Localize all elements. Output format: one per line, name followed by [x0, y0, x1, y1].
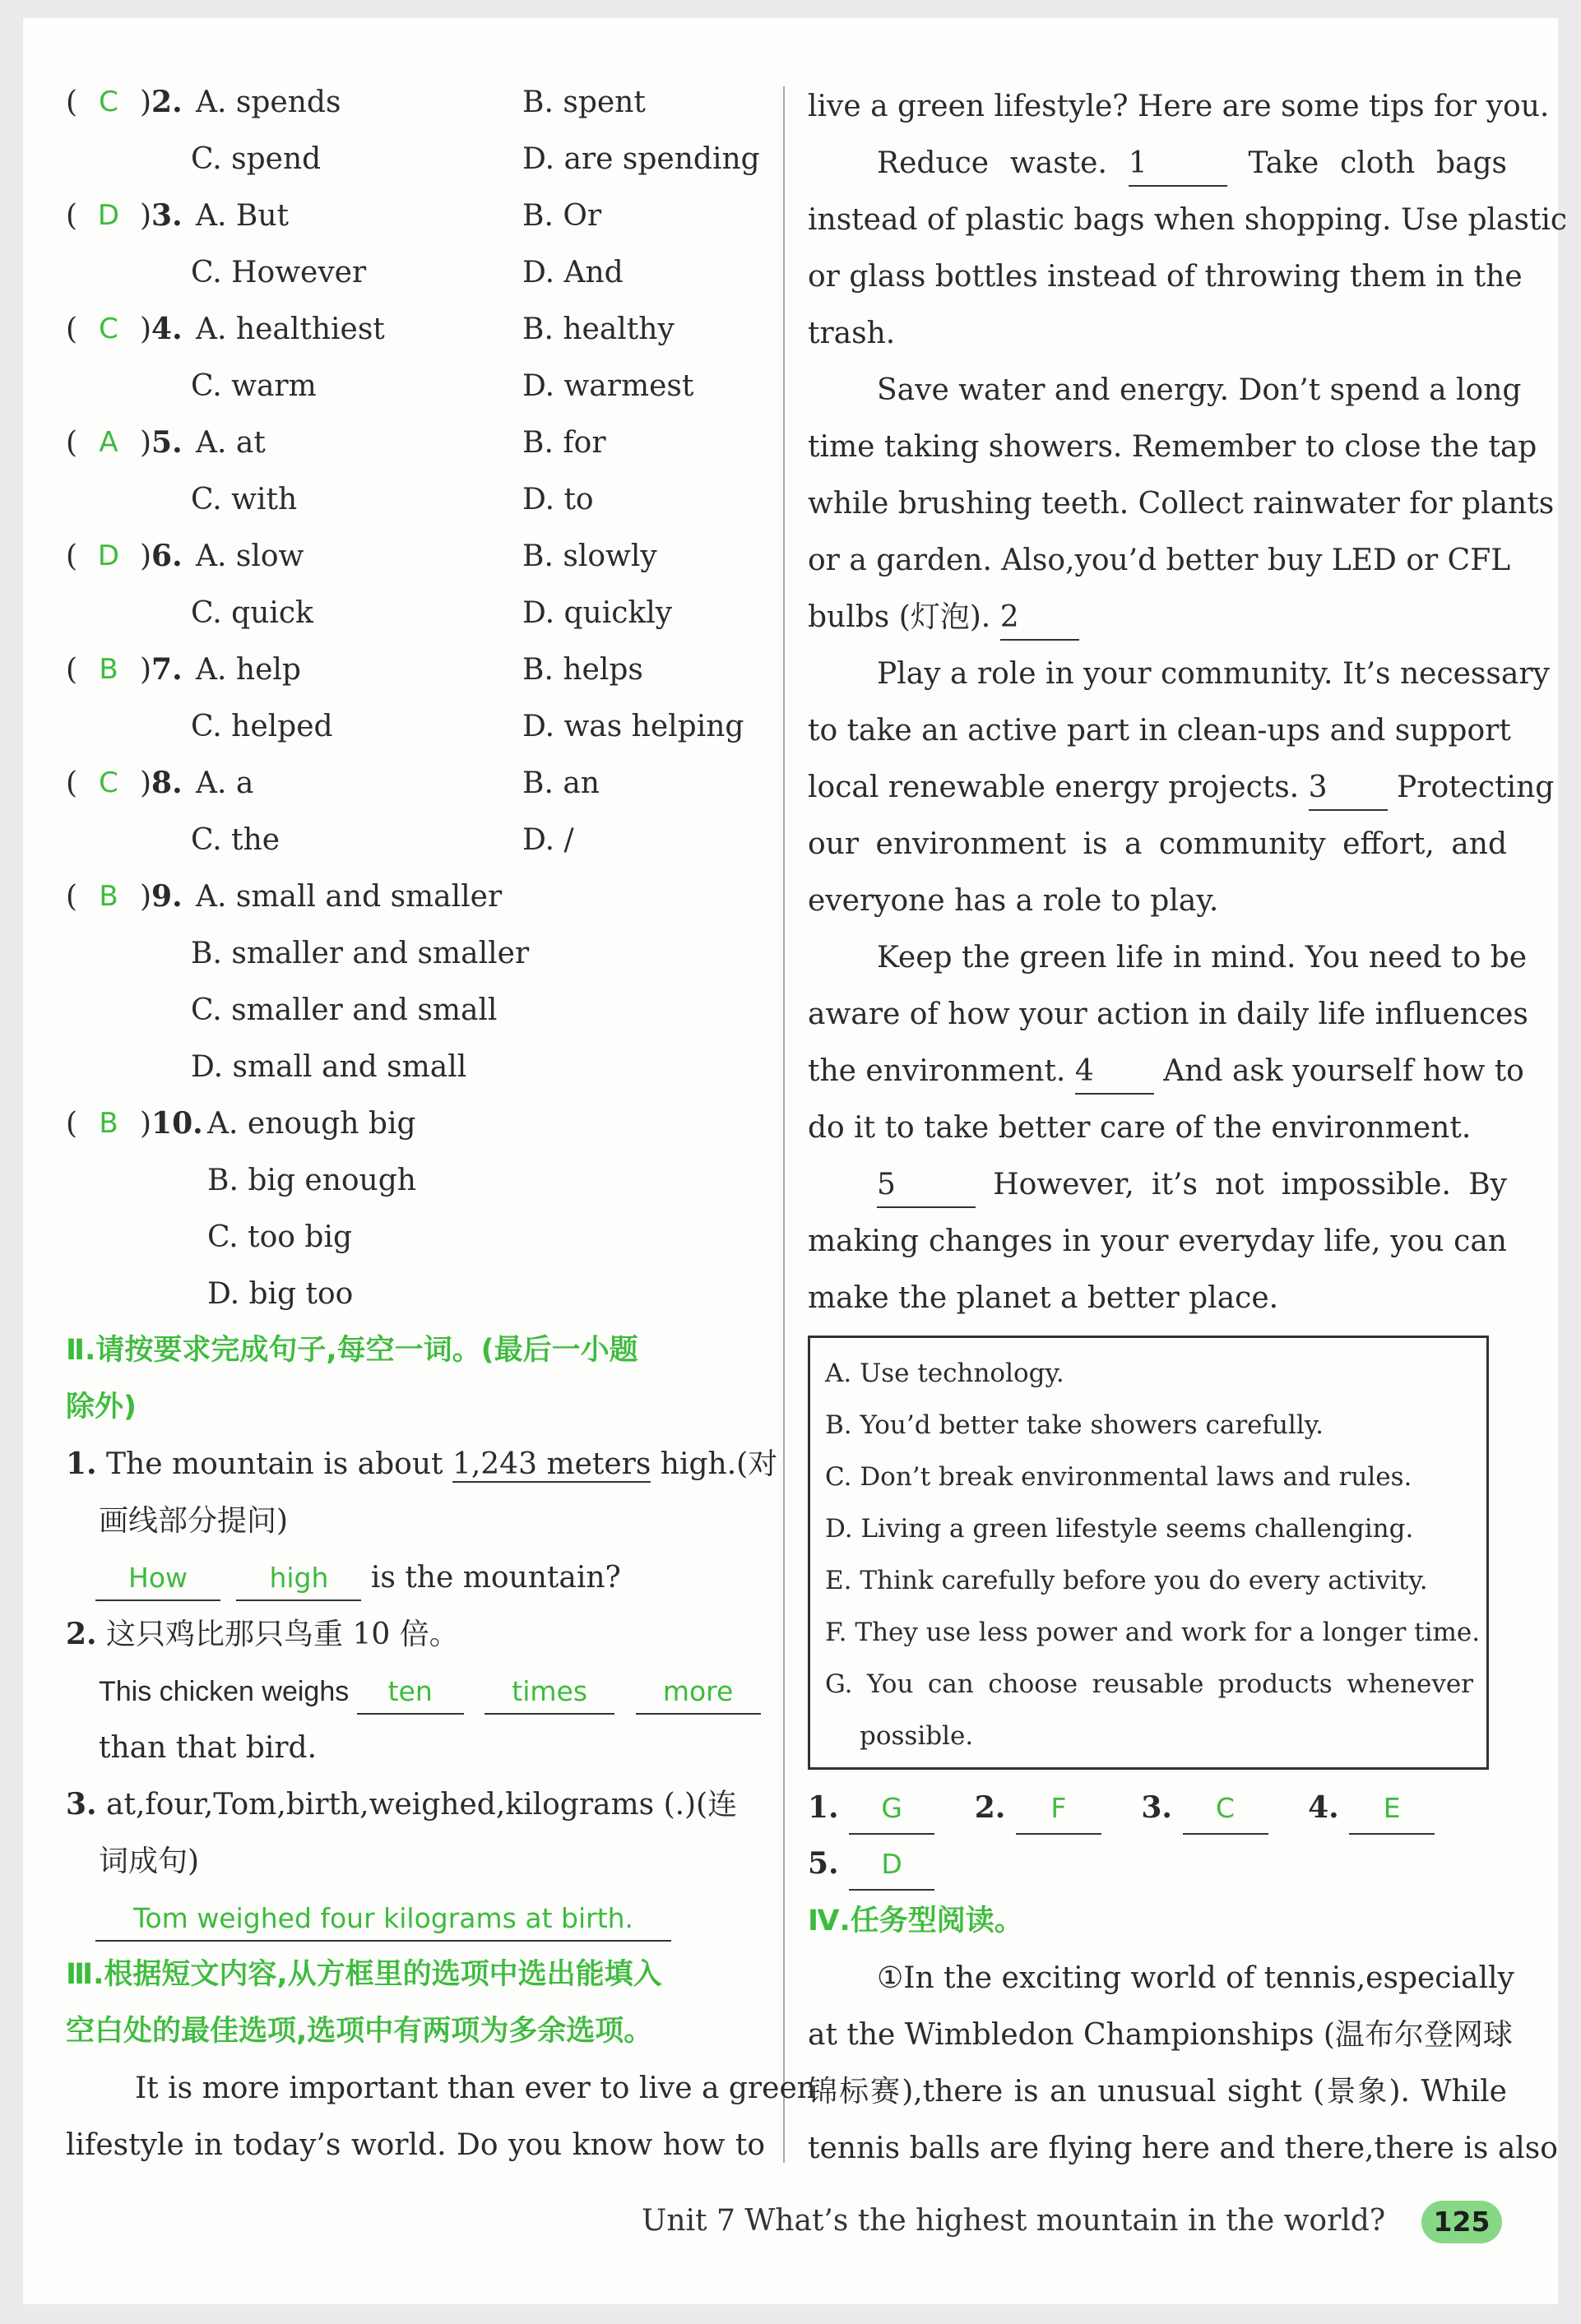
s2-q1-answer: How high is the mountain?	[66, 1549, 765, 1606]
mc-question-row: ( B )7. A. help B. helps	[66, 641, 765, 698]
option-g: G. You can choose reusable products whenever	[825, 1669, 1473, 1699]
option-b: B. an	[522, 766, 600, 800]
option-d: D. Living a green lifestyle seems challenging.	[825, 1514, 1414, 1544]
option-g-cont: possible.	[860, 1721, 974, 1751]
option-c: C. the	[191, 823, 280, 857]
option-c: C. smaller and small	[191, 993, 498, 1027]
multiple-choice-list	[66, 74, 765, 868]
option-c: C. spend	[191, 142, 322, 176]
mc-question-row: ( A )5. A. at B. for	[66, 414, 765, 471]
option-e: E. Think carefully before you do every activity.	[825, 1566, 1428, 1595]
option-d: D. quickly	[522, 596, 673, 630]
option-c: C. with	[191, 483, 298, 516]
section-3-answers: 1. G 2. F 3. C 4. E	[808, 1783, 1435, 1832]
option-c: C. However	[191, 256, 367, 289]
s2-q3: 3. at,four,Tom,birth,weighed,kilograms (.)(连	[66, 1787, 738, 1822]
option-b: B. healthy	[522, 312, 675, 346]
option-a: A. small and smaller	[196, 880, 503, 914]
answer-letter: C	[99, 312, 118, 345]
section-4-passage: ①In the exciting world of tennis,especially at the Wimbledon Championships (温布尔登网球 锦标赛),there is an unusual sight (景象). While tennis balls are flying here and there,there is also	[808, 1961, 1558, 2165]
section-4-title: Ⅳ.任务型阅读。	[808, 1905, 1023, 1937]
option-a: A. at	[196, 426, 266, 460]
answer-blank: E	[1349, 1784, 1435, 1835]
option-a: A. Use technology.	[825, 1359, 1064, 1388]
q10-row: ( B )10. A. enough big	[66, 1095, 765, 1152]
option-a: A. spends	[196, 86, 341, 119]
option-d: D. And	[522, 256, 624, 289]
section-2-title: Ⅱ.请按要求完成句子,每空一词。(最后一小题 除外)	[66, 1334, 638, 1424]
option-b: B. big enough	[207, 1164, 416, 1197]
answer-blank: F	[1016, 1784, 1101, 1835]
answer-blank: high	[236, 1557, 361, 1601]
option-d: D. are spending	[522, 142, 760, 176]
left-column: ( C )2. A. spends B. spent C. spend D. are spending ( D )3. A. But B. Or C. However D. And ( C )4. A. healthiest B. healthy C. warm D. warmest ( A )5. A. at B. for C. with D. to ( D )6. A. slow B. slowly C. quick D. quickly ( B )7. A. help B. helps C. helped D. was helping ( C )8. A. a B. an C. the D. / ( B )9. A. small and smaller B. smaller and smaller C. smaller and small D. small and small ( B )10. A. enough big B. big enough C. too big D. big too Ⅱ.请按要求完成句子,每空一词。(最后一小题 除外) 1. The mountain is about 1,243 meters high.(对 画线部分提问) How high is the mountain? 2. 这只鸡比那只鸟重 10 倍。 This chicken weighs ten times more than that bird. 3. at,four,Tom,birth,weighed,kilograms (.)(连 词成句) Tom weighed four kilograms at birth. Ⅲ.根据短文内容,从方框里的选项中选出能填入 空白处的最佳选项,选项中有两项为多余选项。 It is more important than ever to live a green lifestyle in today’s world. Do you know how to	[66, 74, 765, 2174]
option-c: C. Don’t break environmental laws and rules.	[825, 1462, 1412, 1492]
option-c: C. quick	[191, 596, 313, 630]
right-column	[808, 78, 1568, 1326]
option-a: A. slow	[196, 539, 304, 573]
mc-question-row: ( D )3. A. But B. Or	[66, 187, 765, 244]
column-divider	[783, 86, 785, 2163]
option-a: A. But	[196, 199, 289, 233]
option-c: C. helped	[191, 710, 333, 743]
answer-letter: B	[99, 880, 118, 913]
s2-q2: 2. 这只鸡比那只鸟重 10 倍。	[66, 1617, 459, 1651]
option-d: D. was helping	[522, 710, 744, 743]
options-box	[808, 1336, 1489, 1770]
passage-blank: 4	[1075, 1050, 1154, 1095]
answer-blank: ten	[357, 1670, 464, 1715]
answer-letter: D	[97, 539, 120, 572]
answer-blank: D	[849, 1840, 934, 1891]
passage-intro: It is more important than ever to live a green lifestyle in today’s world. Do you know how to	[66, 2072, 816, 2162]
option-b: B. for	[522, 426, 606, 460]
answer-letter: B	[99, 653, 118, 686]
option-b: B. Or	[522, 199, 602, 233]
passage-blank: 3	[1309, 766, 1388, 811]
option-d: D. /	[522, 823, 574, 857]
answer-letter: C	[99, 86, 118, 118]
passage-blank: 2	[1000, 596, 1079, 641]
answer-blank: How	[95, 1557, 220, 1601]
option-b: B. slowly	[522, 539, 657, 573]
option-a: A. healthiest	[196, 312, 385, 346]
option-c: C. too big	[207, 1220, 353, 1254]
mc-question-row: ( C )4. A. healthiest B. healthy	[66, 301, 765, 358]
answer-blank: times	[484, 1670, 614, 1715]
page-number: 125	[1421, 2201, 1502, 2243]
option-a: A. a	[196, 766, 254, 800]
option-b: B. You’d better take showers carefully.	[825, 1410, 1324, 1440]
passage-blank: 5	[877, 1164, 976, 1208]
answer-letter: C	[99, 766, 118, 799]
running-footer: Unit 7 What’s the highest mountain in the world?	[642, 2204, 1386, 2238]
option-d: D. big too	[207, 1277, 354, 1311]
mc-question-row: ( C )2. A. spends B. spent	[66, 74, 765, 131]
option-a: A. help	[196, 653, 301, 687]
option-d: D. warmest	[522, 369, 694, 403]
option-d: D. to	[522, 483, 594, 516]
option-d: D. small and small	[191, 1050, 467, 1084]
answer-letter: A	[99, 426, 118, 459]
answer-blank: more	[636, 1670, 761, 1715]
mc-question-row: ( D )6. A. slow B. slowly	[66, 528, 765, 585]
underlined-phrase: 1,243 meters	[452, 1447, 651, 1481]
answer-letter: D	[97, 199, 120, 232]
passage-blank: 1	[1129, 142, 1227, 187]
option-a: A. enough big	[207, 1107, 416, 1141]
option-b: B. smaller and smaller	[191, 937, 530, 970]
answer-blank: Tom weighed four kilograms at birth.	[95, 1897, 671, 1942]
s2-q1: 1. The mountain is about 1,243 meters high.(对	[66, 1447, 778, 1481]
section-3-title: Ⅲ.根据短文内容,从方框里的选项中选出能填入 空白处的最佳选项,选项中有两项为多余选项。	[66, 1958, 662, 2048]
option-c: C. warm	[191, 369, 317, 403]
q9-row: ( B )9. A. small and smaller	[66, 868, 765, 925]
option-b: B. helps	[522, 653, 643, 687]
option-f: F. They use less power and work for a longer time.	[825, 1618, 1481, 1647]
passage: live a green lifestyle? Here are some tips for you. Reduce waste. 1 Take cloth bags instead of plastic bags when shopping. Use plastic or glass bottles instead of throwing them in the trash. Save water and energy. Don’t spend a long time taking showers. Remember to close the tap while brushing teeth. Collect rainwater for plants or a garden. Also,you’d better buy LED or CFL bulbs (灯泡). 2 Play a role in your community. It’s necessary to take an active part in clean-ups and support local renewable energy projects. 3 Protecting our environment is a community effort, and everyone has a role to play. Keep the green life in mind. You need to be aware of how your action in daily life influences the environment. 4 And ask yourself how to do it to take better care of the environment. 5 However, it’s not impossible. By making changes in your everyday life, you can make the planet a better place.	[808, 90, 1568, 1315]
answer-letter: B	[99, 1107, 118, 1140]
answer-blank: G	[849, 1784, 934, 1835]
answer-blank: C	[1183, 1784, 1268, 1835]
option-b: B. spent	[522, 86, 646, 119]
mc-question-row: ( C )8. A. a B. an	[66, 755, 765, 812]
s2-q2-answer: This chicken weighs ten times more	[66, 1663, 765, 1720]
